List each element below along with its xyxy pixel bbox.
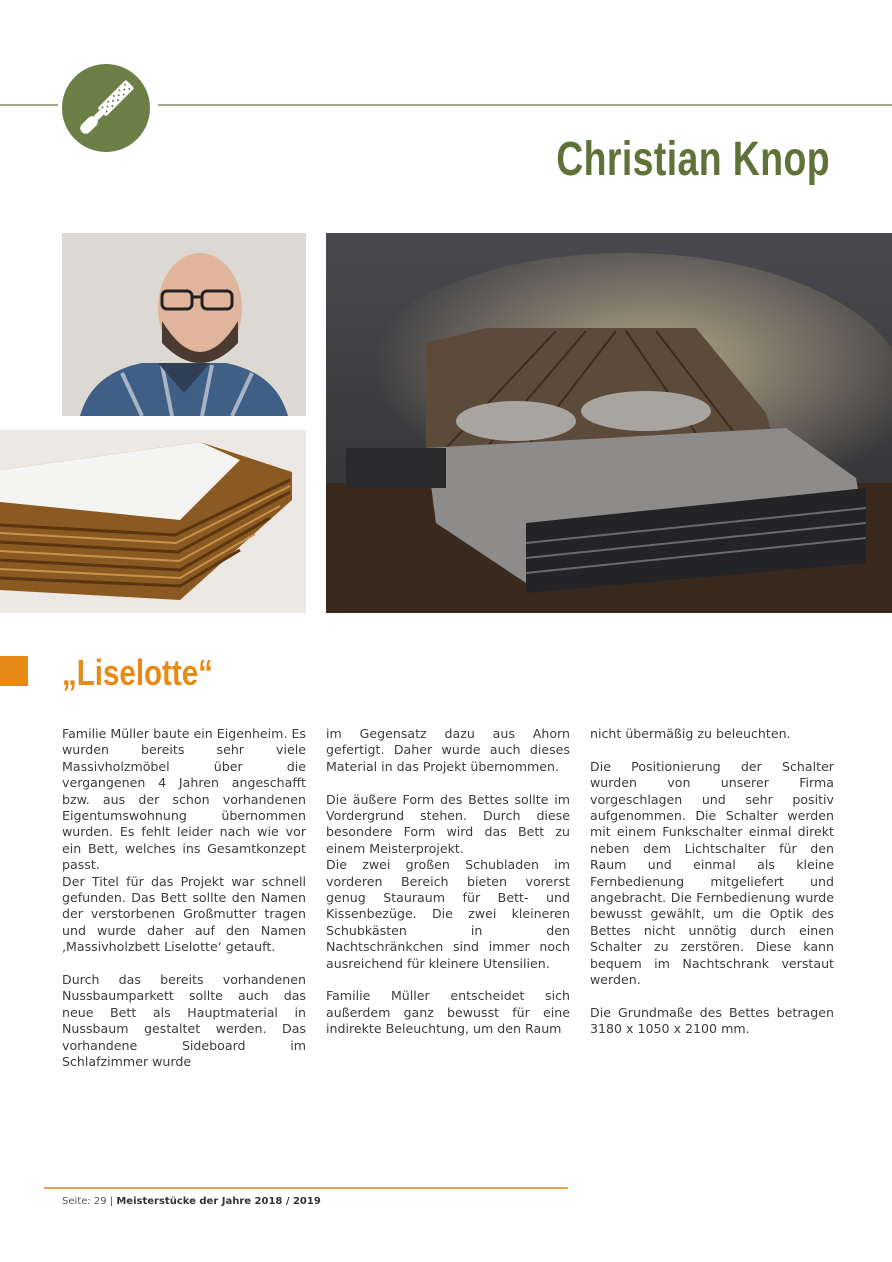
paragraph: Die äußere Form des Bettes sollte im Vordergrund stehen. Durch diese besondere Form wird das Bett zu einem Meisterprojekt. [326,791,570,856]
paragraph: Familie Müller entscheidet sich außerdem ganz bewusst für eine indirekte Beleuchtung, um den Raum [326,988,570,1037]
paragraph: Die zwei großen Schubladen im vorderen Bereich bieten vorerst genug Stauraum für Bett- und Kissenbezüge. Die zwei kleineren Schubkästen in den Nachtschränkchen sind immer noch ausreichend für kleinere Utensilien. [326,857,570,971]
text-column-2 [326,726,570,1038]
text-column-1 [62,726,306,1071]
portrait-photo [62,233,306,416]
paragraph: Durch das bereits vorhandenen Nussbaumparkett sollte auch das neue Bett als Hauptmaterial in Nussbaum gestaltet werden. Das vorhandene Sideboard im Schlafzimmer wurde [62,972,306,1070]
footer [62,1196,321,1207]
header-rule-left [0,104,58,106]
header-rule-right [158,104,892,106]
bed-photo [326,233,892,613]
text-column-3 [590,726,834,1038]
author-name: Christian Knop [556,133,830,186]
paragraph: im Gegensatz dazu aus Ahorn gefertigt. Daher wurde auch dieses Material in das Projekt übernommen. [326,726,570,774]
page-number: Seite: 29 | [62,1196,114,1207]
paragraph: Der Titel für das Projekt war schnell gefunden. Das Bett sollte den Namen der verstorbenen Großmutter tragen und wurde daher auf den Namen ‚Massivholzbett Liselotte‘ getauft. [62,873,306,955]
footer-rule [44,1187,568,1189]
section-marker [0,656,28,686]
paragraph: Familie Müller baute ein Eigenheim. Es wurden bereits sehr viele Massivholzmöbel über die vergangenen 4 Jahren angeschafft bzw. aus der schon vorhandenen Eigentumswohnung übernommen wurden. Es fehlt leider nach wie vor ein Bett, welches ins Gesamtkonzept passt. [62,726,306,873]
paragraph: Die Grundmaße des Bettes betragen 3180 x 1050 x 2100 mm. [590,1004,834,1037]
rasp-file-icon [62,64,150,152]
paragraph: Die Positionierung der Schalter wurden von unserer Firma vorgeschlagen und sehr positiv aufgenommen. Die Schalter werden mit einem Funkschalter einmal direkt neben dem Lichtschalter für den Raum und einmal als kleine Fernbedienung mitgeliefert und angebracht. Die Fernbedienung wurde bewusst gewählt, um die Optik des Bettes nicht unnötig durch einen Schalter zu zerstören. Diese kann bequem im Nachtschrank verstaut werden. [590,758,834,988]
drawer-detail-photo [0,430,306,613]
article-title: „Liselotte“ [62,652,213,693]
publication-title: Meisterstücke der Jahre 2018 / 2019 [116,1196,321,1207]
paragraph: nicht übermäßig zu beleuchten. [590,726,791,741]
